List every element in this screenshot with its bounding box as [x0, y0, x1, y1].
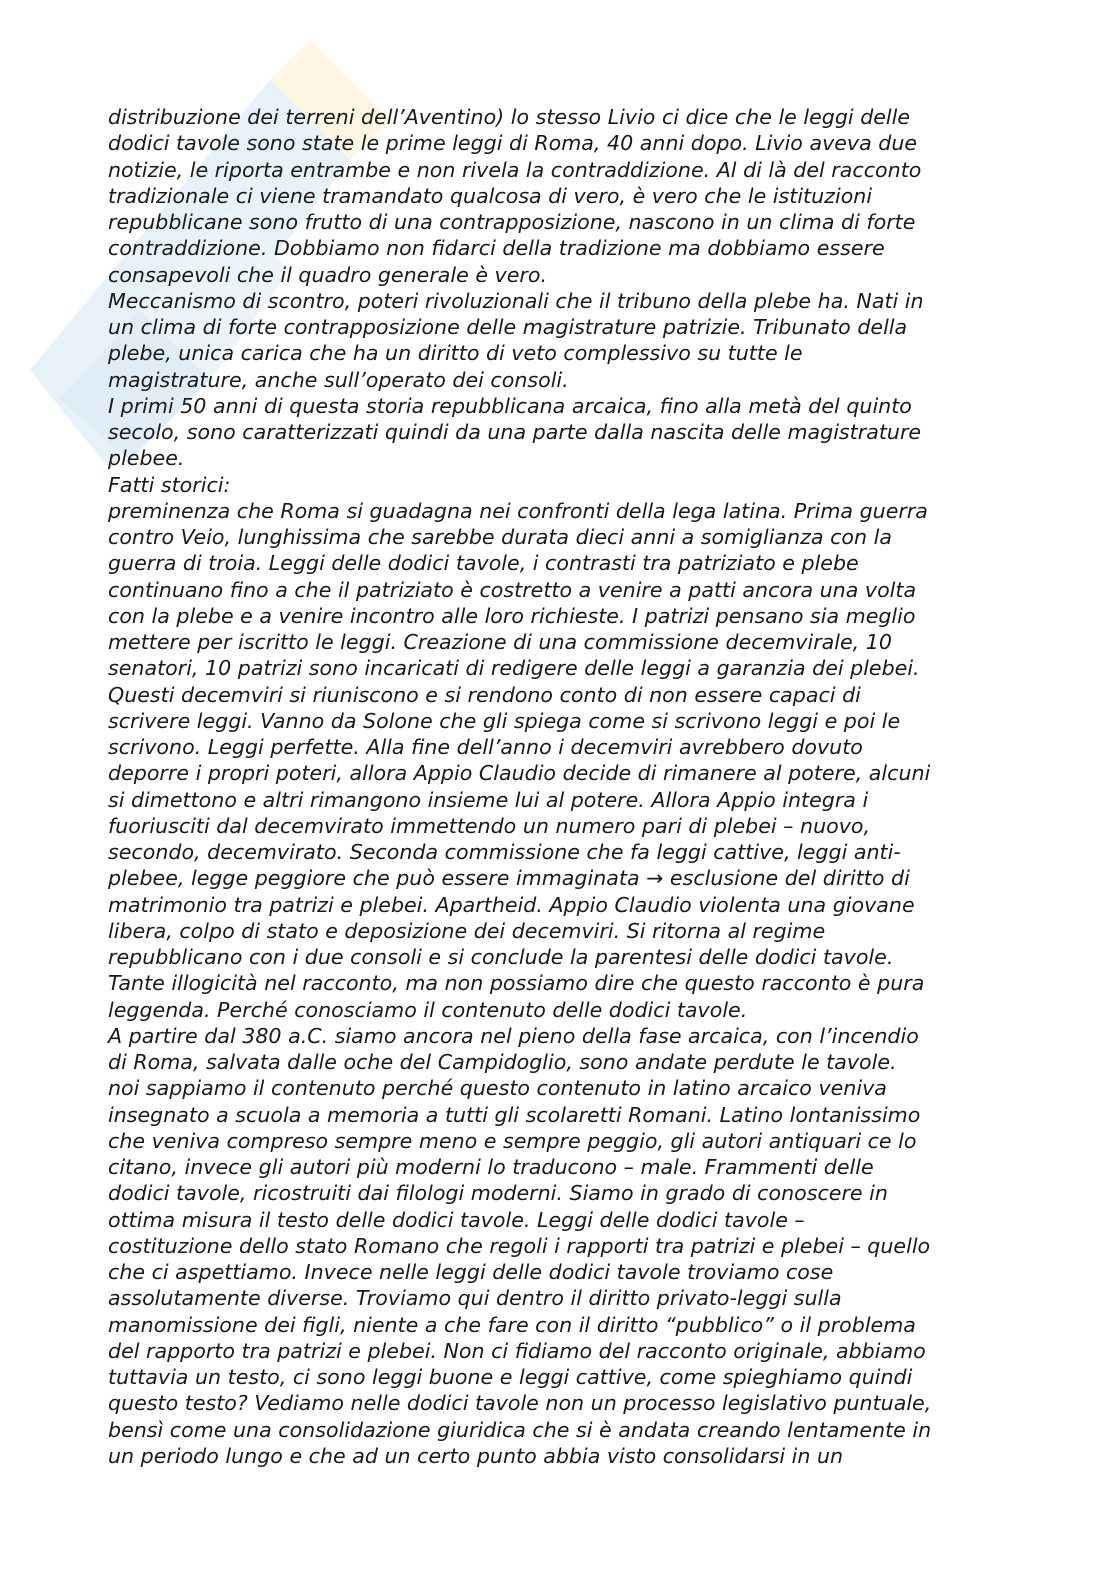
text-line: contraddizione. Dobbiamo non fidarci della tradizione ma dobbiamo essere [108, 236, 885, 261]
text-line: secolo, sono caratterizzati quindi da una parte dalla nascita delle magistrature [108, 420, 922, 444]
text-line: repubblicane sono frutto di una contrapposizione, nascono in un clima di forte [108, 210, 916, 234]
text-line: si dimettono e altri rimangono insieme lui al potere. Allora Appio integra i [108, 787, 869, 812]
text-line: matrimonio tra patrizi e plebei. Apartheid. Appio Claudio violenta una giovane [108, 892, 915, 917]
text-line: guerra di troia. Leggi delle dodici tavole, i contrasti tra patriziato e plebe [108, 551, 859, 576]
text-line: che ci aspettiamo. Invece nelle leggi delle dodici tavole troviamo cose [108, 1260, 834, 1284]
text-line: Meccanismo di scontro, poteri rivoluzionali che il tribuno della plebe ha. Nati in [108, 288, 924, 313]
text-line: costituzione dello stato Romano che regoli i rapporti tra patrizi e plebei – quello [108, 1233, 931, 1258]
text-line: fuoriusciti dal decemvirato immettendo un numero pari di plebei – nuovo, [108, 813, 871, 838]
text-line: libera, colpo di stato e deposizione dei decemviri. Si ritorna al regime [108, 918, 826, 943]
text-line: citano, invece gli autori più moderni lo traducono – male. Frammenti delle [108, 1155, 874, 1179]
text-line: dodici tavole sono state le prime leggi di Roma, 40 anni dopo. Livio aveva due [108, 131, 918, 156]
text-line: contro Veio, lunghissima che sarebbe durata dieci anni a somiglianza con la [108, 525, 892, 549]
text-line: Fatti storici: [108, 472, 231, 497]
text-line: tradizionale ci viene tramandato qualcosa di vero, è vero che le istituzioni [108, 183, 873, 208]
text-line: scrivere leggi. Vanno da Solone che gli spiega come si scrivono leggi e poi le [108, 708, 901, 733]
text-line: un clima di forte contrapposizione delle magistrature patrizie. Tribunato della [108, 315, 908, 339]
text-line: tuttavia un testo, ci sono leggi buone e leggi cattive, come spieghiamo quindi [108, 1365, 913, 1389]
text-line: insegnato a scuola a memoria a tutti gli scolaretti Romani. Latino lontanissimo [108, 1102, 921, 1127]
text-line: senatori, 10 patrizi sono incaricati di redigere delle leggi a garanzia dei plebei. [108, 656, 920, 681]
text-line: I primi 50 anni di questa storia repubblicana arcaica, fino alla metà del quinto [108, 393, 912, 418]
text-line: preminenza che Roma si guadagna nei confronti della lega latina. Prima guerra [108, 498, 928, 523]
text-line: continuano fino a che il patriziato è costretto a venire a patti ancora una volta [108, 577, 917, 602]
text-line: mettere per iscritto le leggi. Creazione di una commissione decemvirale, 10 [108, 630, 892, 654]
text-line: assolutamente diverse. Troviamo qui dentro il diritto privato-leggi sulla [108, 1286, 842, 1311]
text-line: bensì come una consolidazione giuridica che si è andata creando lentamente in [108, 1417, 932, 1442]
text-line: plebee, legge peggiore che può essere immaginata → esclusione del diritto di [108, 866, 910, 891]
text-line: consapevoli che il quadro generale è vero. [108, 262, 548, 287]
text-line: secondo, decemvirato. Seconda commissione che fa leggi cattive, leggi anti- [108, 840, 901, 864]
text-line: manomissione dei figli, niente a che fare con il diritto “pubblico” o il problema [108, 1312, 916, 1337]
text-line: che veniva compreso sempre meno e sempre peggio, gli autori antiquari ce lo [108, 1128, 917, 1153]
text-line: un periodo lungo e che ad un certo punto abbia visto consolidarsi in un [108, 1443, 844, 1468]
text-line: scrivono. Leggi perfette. Alla fine dell’anno i decemviri avrebbero dovuto [108, 735, 863, 759]
text-line: di Roma, salvata dalle oche del Campidoglio, sono andate perdute le tavole. [108, 1050, 897, 1074]
text-line: deporre i propri poteri, allora Appio Claudio decide di rimanere al potere, alcuni [108, 761, 931, 786]
document-body [108, 104, 1008, 1469]
text-line: noi sappiamo il contenuto perché questo contenuto in latino arcaico veniva [108, 1076, 887, 1101]
text-line: ottima misura il testo delle dodici tavole. Leggi delle dodici tavole – [108, 1207, 805, 1232]
text-line: A partire dal 380 a.C. siamo ancora nel pieno della fase arcaica, con l’incendio [108, 1023, 919, 1048]
text-line: distribuzione dei terreni dell’Aventino) lo stesso Livio ci dice che le leggi delle [108, 105, 911, 129]
text-line: leggenda. Perché conosciamo il contenuto delle dodici tavole. [108, 997, 748, 1022]
text-line: notizie, le riporta entrambe e non rivela la contraddizione. Al di là del racconto [108, 157, 922, 182]
text-line: con la plebe e a venire incontro alle loro richieste. I patrizi pensano sia meglio [108, 603, 916, 628]
text-line: plebee. [108, 446, 185, 471]
text-line: magistrature, anche sull’operato dei consoli. [108, 367, 569, 392]
text-line: questo testo? Vediamo nelle dodici tavole non un processo legislativo puntuale, [108, 1391, 932, 1416]
text-line: Tante illogicità nel racconto, ma non possiamo dire che questo racconto è pura [108, 971, 925, 996]
text-line: repubblicano con i due consoli e si conclude la parentesi delle dodici tavole. [108, 945, 894, 969]
text-line: plebe, unica carica che ha un diritto di veto complessivo su tutte le [108, 341, 803, 366]
text-line: Questi decemviri si riuniscono e si rendono conto di non essere capaci di [108, 682, 861, 707]
text-line: del rapporto tra patrizi e plebei. Non ci fidiamo del racconto originale, abbiamo [108, 1338, 926, 1363]
text-line: dodici tavole, ricostruiti dai filologi moderni. Siamo in grado di conoscere in [108, 1181, 888, 1206]
